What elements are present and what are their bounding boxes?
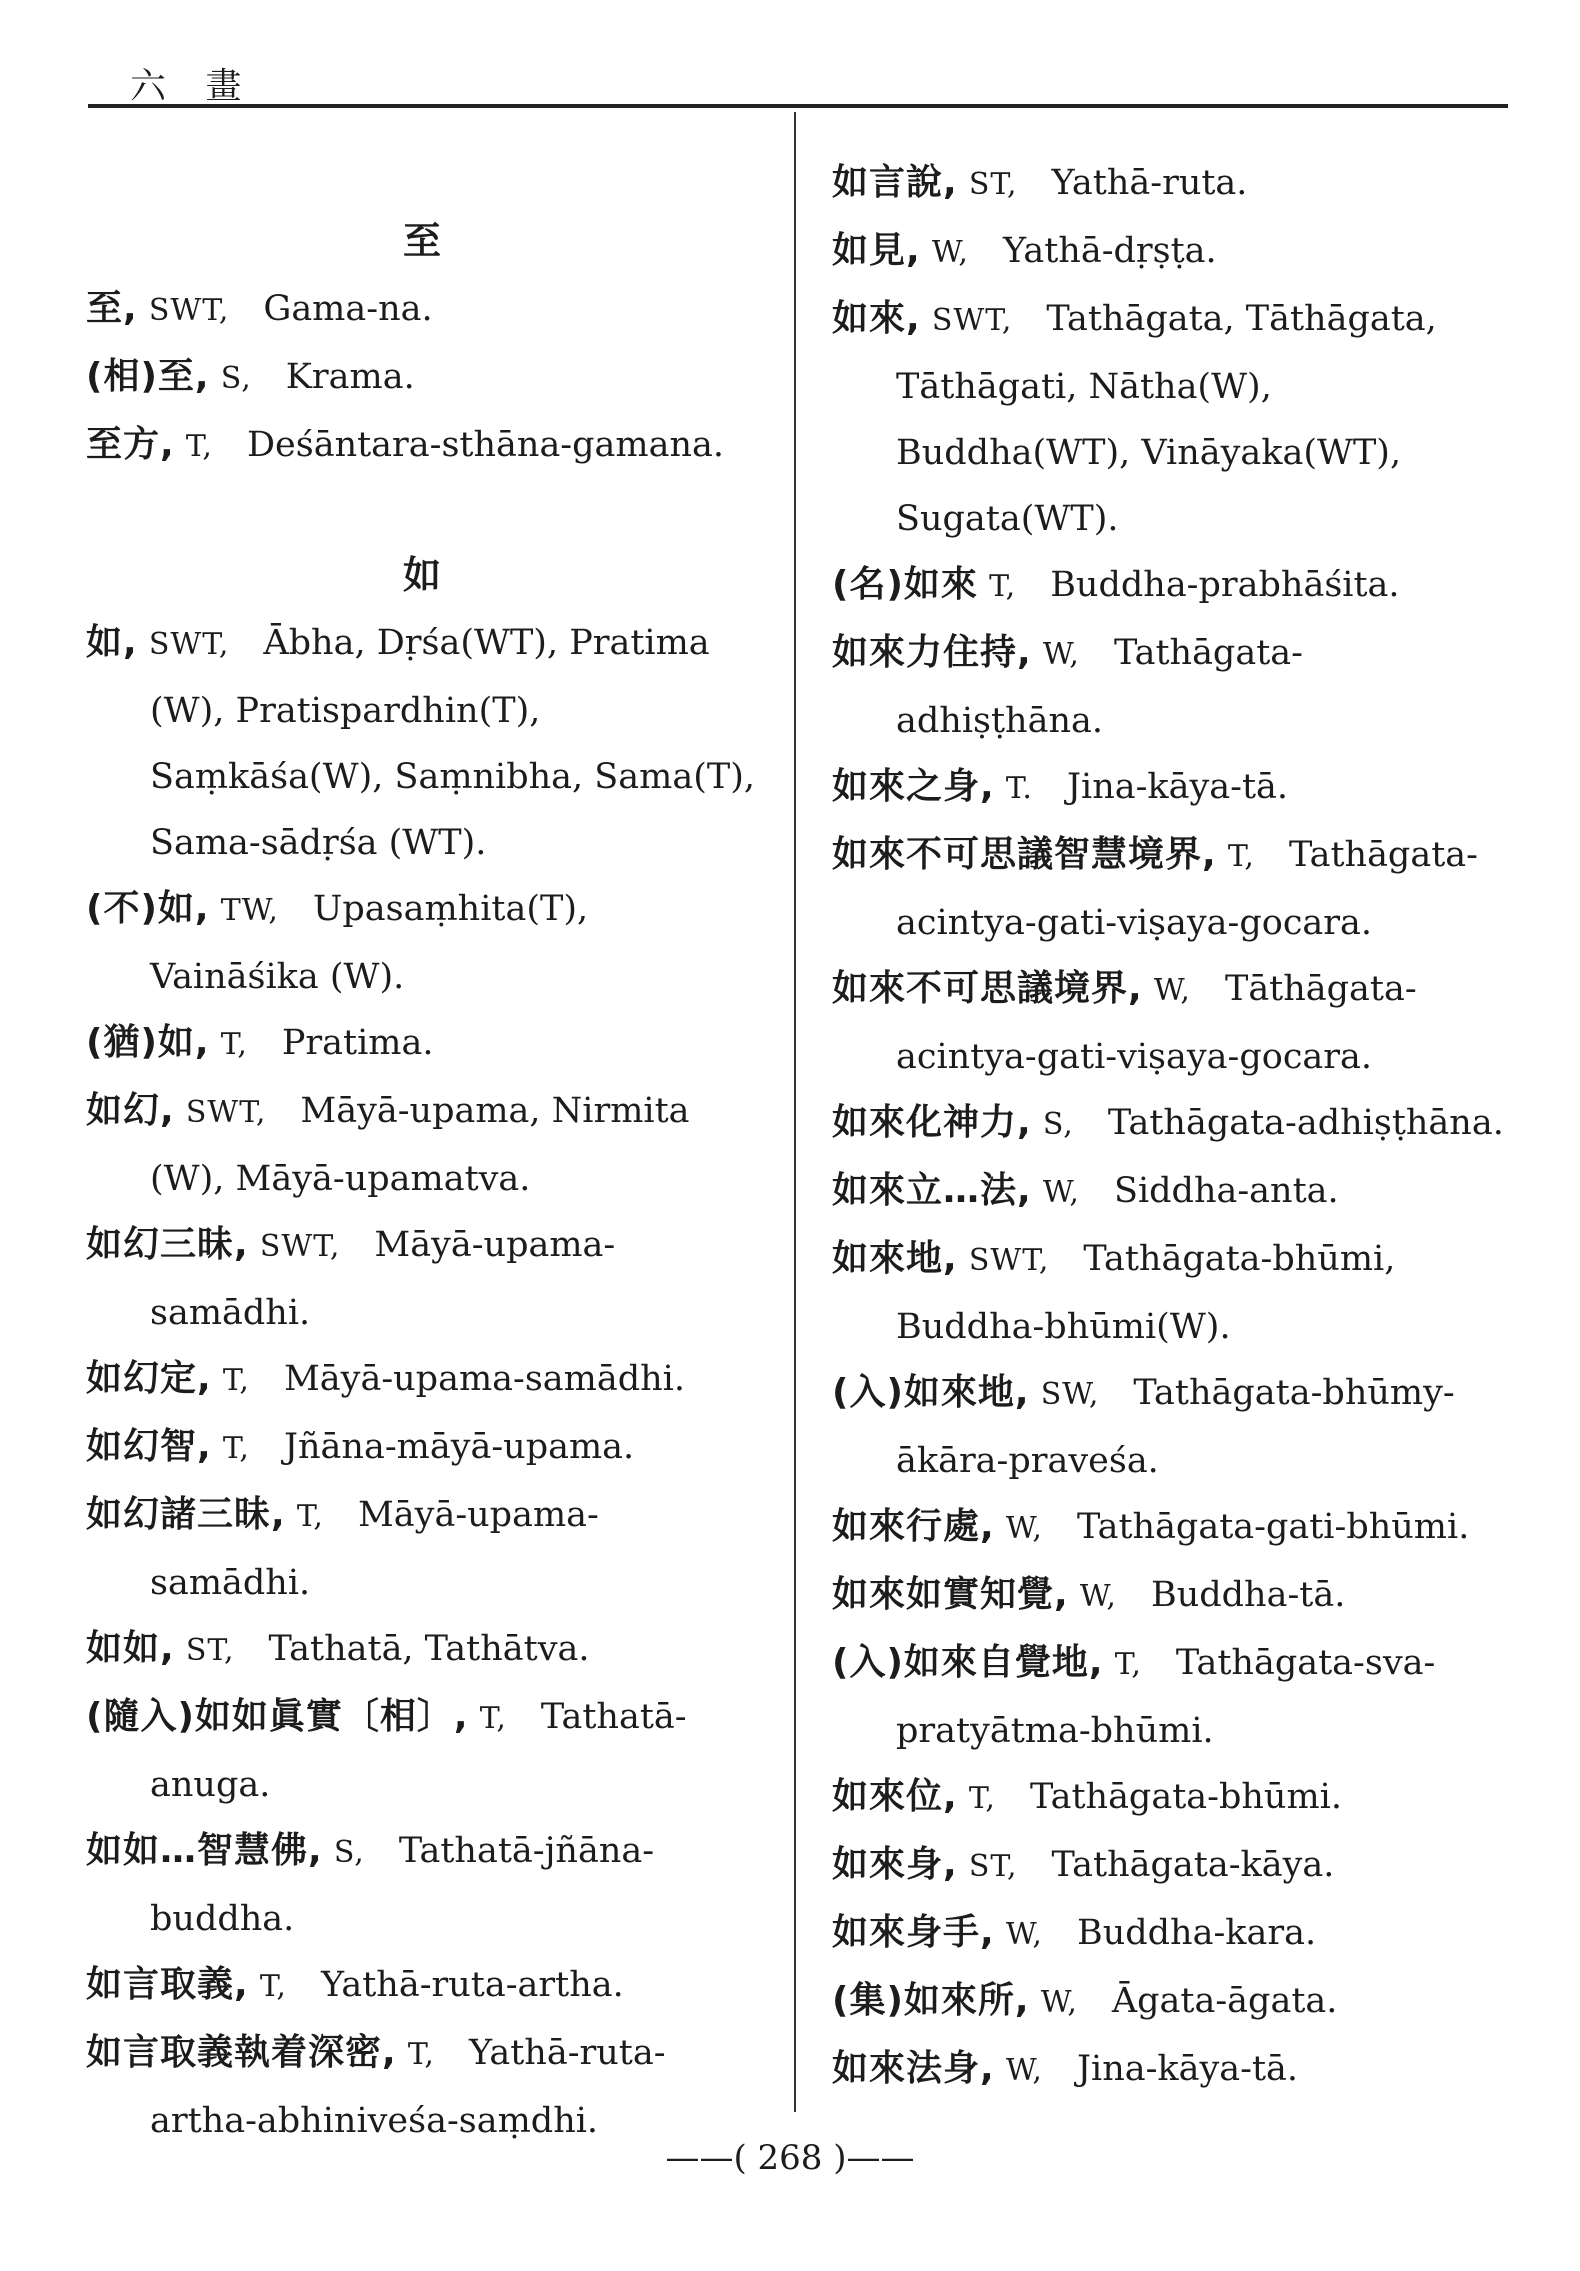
dictionary-entry <box>832 1360 1508 1494</box>
entry-source-tag: T, <box>1114 1647 1142 1682</box>
entry-sanskrit: Deśāntara-sthāna-gamana. <box>246 425 724 465</box>
dictionary-entry <box>832 1562 1508 1630</box>
dictionary-entry <box>832 1630 1508 1764</box>
entry-headword: 如來之身, <box>832 766 995 807</box>
entry-headword: (入)如來地, <box>832 1372 1030 1413</box>
entry-source-tag: T, <box>407 2037 435 2072</box>
dictionary-entry <box>832 620 1508 754</box>
dictionary-entry <box>832 1226 1508 1360</box>
entry-sanskrit: Yathā-ruta-artha-abhiniveśa-saṃdhi. <box>150 2033 666 2141</box>
entry-headword: 如幻智, <box>86 1426 212 1467</box>
entry-sanskrit: Yathā-ruta. <box>1051 163 1248 203</box>
entry-source-tag: W, <box>1042 1175 1080 1210</box>
entry-sanskrit: Yathā-dṛṣṭa. <box>1002 231 1217 271</box>
entry-sanskrit: Tathatā, Tathātva. <box>268 1629 590 1669</box>
entry-headword: 如來, <box>832 298 921 339</box>
entry-headword: 如來身手, <box>832 1912 995 1953</box>
dictionary-entry <box>86 344 758 412</box>
entry-sanskrit: Tathatā-anuga. <box>150 1697 687 1805</box>
entry-source-tag: SWT, <box>148 627 230 662</box>
entry-source-tag: W, <box>1040 1985 1078 2020</box>
entry-headword: 如言取義, <box>86 1964 249 2005</box>
entry-source-tag: T, <box>222 1363 250 1398</box>
entry-sanskrit: Māyā-upama-samādhi. <box>150 1225 616 1333</box>
entry-source-tag: T, <box>296 1499 324 1534</box>
entry-sanskrit: Pratima. <box>281 1023 434 1063</box>
entry-source-tag: T, <box>1227 839 1255 874</box>
section-title: 至 <box>402 219 441 263</box>
entry-sanskrit: Buddha-tā. <box>1150 1575 1346 1615</box>
entry-headword: (相)至, <box>86 356 210 397</box>
entry-headword: 如如…智慧佛, <box>86 1830 323 1871</box>
dictionary-entry <box>832 1090 1508 1158</box>
entry-sanskrit: Gama-na. <box>263 289 433 329</box>
entry-sanskrit: Tathāgata-gati-bhūmi. <box>1076 1507 1470 1547</box>
entry-source-tag: W, <box>1079 1579 1117 1614</box>
entry-sanskrit: Tathāgata, Tāthāgata, Tāthāgati, Nātha(W), Buddha(WT), Vināyaka(WT), Sugata(WT). <box>896 299 1437 539</box>
entry-source-tag: SWT, <box>968 1243 1050 1278</box>
entry-headword: 如幻諸三昧, <box>86 1494 286 1535</box>
entry-sanskrit: Āgata-āgata. <box>1111 1981 1338 2021</box>
entry-headword: 至, <box>86 288 138 329</box>
entry-headword: 如來化神力, <box>832 1102 1032 1143</box>
dictionary-entry <box>832 286 1508 552</box>
entry-headword: 如言說, <box>832 162 958 203</box>
page-number: ——( 268 )—— <box>665 2138 915 2178</box>
entry-sanskrit: Tathāgata-adhiṣṭhāna. <box>1107 1103 1504 1143</box>
dictionary-entry <box>832 150 1508 218</box>
entry-source-tag: W, <box>1005 2053 1043 2088</box>
entry-headword: 如來地, <box>832 1238 958 1279</box>
section-gap <box>86 480 758 540</box>
page-header-label: 六 畫 <box>130 66 256 107</box>
entry-source-tag: SWT, <box>931 303 1013 338</box>
entry-source-tag: W, <box>1153 973 1191 1008</box>
dictionary-entry <box>86 1684 758 1818</box>
entry-headword: 如來不可思議智慧境界, <box>832 834 1217 875</box>
entry-sanskrit: Tathāgata-acintya-gati-viṣaya-gocara. <box>896 835 1478 943</box>
dictionary-entry <box>86 1212 758 1346</box>
entry-sanskrit: Buddha-prabhāśita. <box>1050 565 1400 605</box>
entry-sanskrit: Yathā-ruta-artha. <box>320 1965 624 2005</box>
dictionary-entry <box>86 1010 758 1078</box>
entry-headword: 如來法身, <box>832 2048 995 2089</box>
dictionary-entry <box>832 1832 1508 1900</box>
entry-source-tag: T, <box>968 1781 996 1816</box>
entry-sanskrit: Tathatā-jñāna-buddha. <box>150 1831 655 1939</box>
dictionary-entry <box>86 876 758 1010</box>
entry-sanskrit: Jina-kāya-tā. <box>1066 767 1289 807</box>
entry-headword: 如來位, <box>832 1776 958 1817</box>
dictionary-entry <box>832 1494 1508 1562</box>
entry-source-tag: W, <box>931 235 969 270</box>
entry-sanskrit: Siddha-anta. <box>1113 1171 1339 1211</box>
entry-sanskrit: Jñāna-māyā-upama. <box>283 1427 635 1467</box>
dictionary-entry <box>832 1764 1508 1832</box>
entry-headword: 如見, <box>832 230 921 271</box>
entry-headword: (隨入)如如眞實〔相〕, <box>86 1696 469 1737</box>
entry-sanskrit: Upasaṃhita(T), Vaināśika (W). <box>150 889 589 997</box>
entry-sanskrit: Māyā-upama-samādhi. <box>283 1359 685 1399</box>
dictionary-entry <box>832 1968 1508 2036</box>
entry-headword: 如來立…法, <box>832 1170 1032 1211</box>
dictionary-entry <box>86 276 758 344</box>
entry-sanskrit: Tathāgata-sva-pratyātma-bhūmi. <box>896 1643 1436 1751</box>
entry-source-tag: T, <box>185 429 213 464</box>
entry-headword: 如來行處, <box>832 1506 995 1547</box>
entry-source-tag: W, <box>1005 1917 1043 1952</box>
section-title: 如 <box>402 553 441 597</box>
entry-source-tag: W, <box>1042 637 1080 672</box>
column-divider <box>794 112 796 2112</box>
entry-source-tag: ST, <box>968 167 1018 202</box>
dictionary-entry <box>86 1482 758 1616</box>
entry-headword: 如, <box>86 622 138 663</box>
entry-headword: 如來如實知覺, <box>832 1574 1069 1615</box>
entry-source-tag: T. <box>1005 771 1033 806</box>
entry-source-tag: S, <box>333 1835 365 1870</box>
entry-headword: (不)如, <box>86 888 210 929</box>
entry-source-tag: S, <box>1042 1107 1074 1142</box>
entry-sanskrit: Jina-kāya-tā. <box>1076 2049 1299 2089</box>
entry-headword: (集)如來所, <box>832 1980 1030 2021</box>
entry-sanskrit: Buddha-kara. <box>1076 1913 1317 1953</box>
dictionary-entry <box>832 822 1508 956</box>
dictionary-entry <box>832 1158 1508 1226</box>
entry-source-tag: T, <box>222 1431 250 1466</box>
dictionary-entry <box>832 754 1508 822</box>
entry-source-tag: SWT, <box>185 1095 267 1130</box>
entry-source-tag: TW, <box>220 893 279 928</box>
entry-sanskrit: Māyā-upama, Nirmita (W), Māyā-upamatva. <box>150 1091 690 1199</box>
dictionary-entry <box>832 956 1508 1090</box>
entry-headword: 如幻三昧, <box>86 1224 249 1265</box>
entry-headword: (猶)如, <box>86 1022 210 1063</box>
dictionary-entry <box>86 1078 758 1212</box>
entry-headword: 如來力住持, <box>832 632 1032 673</box>
entry-headword: 如幻定, <box>86 1358 212 1399</box>
entry-sanskrit: Tathāgata-adhiṣṭhāna. <box>896 633 1303 741</box>
dictionary-entry <box>832 1900 1508 1968</box>
dictionary-entry <box>86 2020 758 2154</box>
entry-headword: 如幻, <box>86 1090 175 1131</box>
entry-source-tag: SW, <box>1040 1377 1100 1412</box>
entry-source-tag: T, <box>220 1027 248 1062</box>
dictionary-entry <box>86 412 758 480</box>
dictionary-entry <box>832 552 1508 620</box>
dictionary-entry <box>86 1616 758 1684</box>
entry-sanskrit: Tathāgata-bhūmi, Buddha-bhūmi(W). <box>896 1239 1396 1347</box>
entry-headword: 至方, <box>86 424 175 465</box>
dictionary-entry <box>86 1952 758 2020</box>
entry-source-tag: SWT, <box>148 293 230 328</box>
entry-sanskrit: Ābha, Dṛśa(WT), Pratima (W), Pratispardhin(T), Saṃkāśa(W), Saṃnibha, Sama(T), Sama-sādṛśa (WT). <box>150 623 755 863</box>
entry-headword: 如來不可思議境界, <box>832 968 1143 1009</box>
entry-sanskrit: Krama. <box>285 357 415 397</box>
dictionary-entry <box>86 610 758 876</box>
entry-headword: 如如, <box>86 1628 175 1669</box>
entry-source-tag: S, <box>220 361 252 396</box>
entry-sanskrit: Māyā-upama-samādhi. <box>150 1495 599 1603</box>
dictionary-entry <box>86 1414 758 1482</box>
entry-source-tag: SWT, <box>259 1229 341 1264</box>
entry-source-tag: T, <box>479 1701 507 1736</box>
dictionary-entry <box>832 2036 1508 2104</box>
entry-source-tag: ST, <box>185 1633 235 1668</box>
right-column <box>832 150 1508 2104</box>
dictionary-entry <box>832 218 1508 286</box>
entry-source-tag: W, <box>1005 1511 1043 1546</box>
left-column <box>86 206 758 2154</box>
entry-sanskrit: Tathāgata-bhūmi. <box>1029 1777 1342 1817</box>
entry-source-tag: T, <box>259 1969 287 2004</box>
dictionary-entry <box>86 1818 758 1952</box>
entry-sanskrit: Tathāgata-bhūmy-ākāra-praveśa. <box>896 1373 1455 1481</box>
header-rule <box>88 104 1508 108</box>
entry-source-tag: ST, <box>968 1849 1018 1884</box>
dictionary-entry <box>86 1346 758 1414</box>
entry-sanskrit: Tāthāgata-acintya-gati-viṣaya-gocara. <box>896 969 1417 1077</box>
entry-headword: (入)如來自覺地, <box>832 1642 1104 1683</box>
entry-headword: (名)如來 <box>832 564 978 605</box>
entry-headword: 如來身, <box>832 1844 958 1885</box>
entry-headword: 如言取義執着深密, <box>86 2032 397 2073</box>
entry-sanskrit: Tathāgata-kāya. <box>1051 1845 1335 1885</box>
entry-source-tag: T, <box>989 569 1017 604</box>
